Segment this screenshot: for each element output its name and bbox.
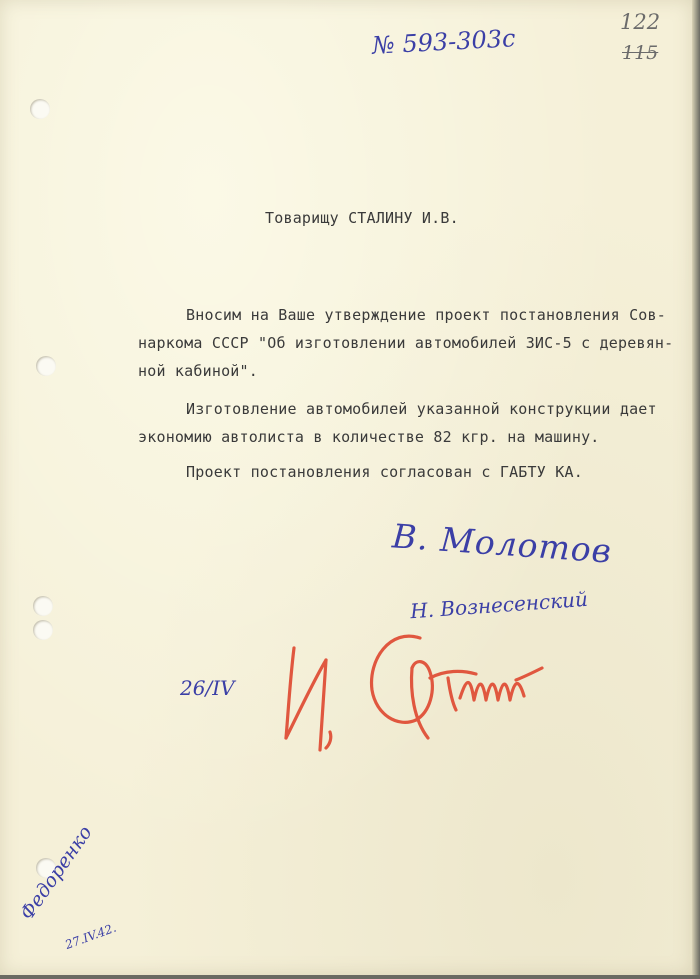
scan-edge-right — [692, 0, 700, 979]
punch-hole-2 — [36, 356, 56, 376]
old-page-number: 115 — [622, 42, 659, 64]
scan-edge-bottom — [0, 975, 700, 979]
date-note: 26/IV — [180, 676, 235, 700]
signature-molotov: В. Молотов — [390, 516, 614, 571]
punch-hole-1 — [30, 99, 50, 119]
body-line-6: Проект постановления согласован с ГАБТУ КА. — [186, 463, 583, 481]
signature-stalin — [280, 620, 570, 760]
footer-note-date: 27.IV.42. — [63, 920, 119, 952]
body-line-3: ной кабиной". — [138, 362, 258, 380]
body-line-1: Вносим на Ваше утверждение проект постановления Сов- — [186, 306, 666, 324]
punch-hole-3 — [33, 596, 53, 616]
addressee: Товарищу СТАЛИНУ И.В. — [265, 209, 459, 227]
footer-note-name: Федоренко — [15, 821, 97, 924]
body-line-5: экономию автолиста в количестве 82 кгр. на машину. — [138, 428, 600, 446]
body-line-2: наркома СССР "Об изготовлении автомобилей ЗИС-5 с деревян- — [138, 334, 674, 352]
punch-hole-4 — [33, 620, 53, 640]
page-number: 122 — [620, 10, 661, 34]
registration-number: № 593-303с — [371, 24, 517, 60]
signature-voznesensky: Н. Вознесенский — [409, 586, 589, 624]
body-line-4: Изготовление автомобилей указанной конструкции дает — [186, 400, 657, 418]
